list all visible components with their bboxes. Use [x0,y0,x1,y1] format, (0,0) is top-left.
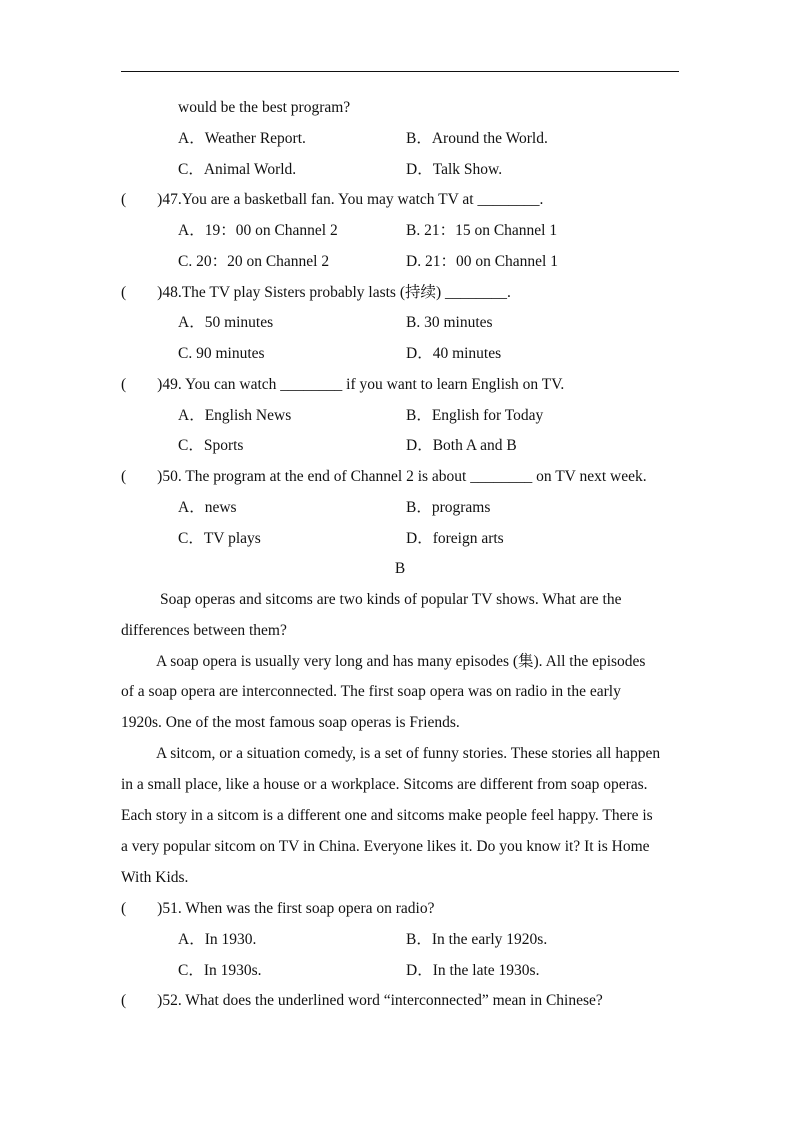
question-47-stem: ( )47.You are a basketball fan. You may watch TV at ________. [121,191,544,208]
question-52-stem: ( )52. What does the underlined word “interconnected” mean in Chinese? [121,992,603,1009]
option-47-b: B. 21：15 on Channel 1 [406,222,558,239]
option-50-b: B．programs [406,499,491,516]
option-48-d: D．40 minutes [406,345,502,362]
passage-p2-line2: of a soap opera are interconnected. The first soap opera was on radio in the early [121,683,621,700]
option-49-b: B．English for Today [406,407,544,424]
passage-p3-line3: Each story in a sitcom is a different one and sitcoms make people feel happy. There is [121,807,653,824]
passage-p1-line1: Soap operas and sitcoms are two kinds of popular TV shows. What are the [160,591,622,608]
passage-p3-line2: in a small place, like a house or a workplace. Sitcoms are different from soap operas. [121,776,648,793]
section-label: B [394,560,406,577]
option-50-c: C．TV plays [178,530,261,547]
question-48-stem: ( )48.The TV play Sisters probably lasts (持续) ________. [121,284,511,301]
passage-p2-line3: 1920s. One of the most famous soap operas is Friends. [121,714,460,731]
option-51-a: A．In 1930. [178,931,257,948]
option-50-a: A．news [178,499,237,516]
option-46-d: D．Talk Show. [406,161,503,178]
question-51-stem: ( )51. When was the first soap opera on radio? [121,900,435,917]
passage-p3-line1: A sitcom, or a situation comedy, is a set of funny stories. These stories all happen [156,745,661,762]
option-46-c: C．Animal World. [178,161,297,178]
passage-p1-line2: differences between them? [121,622,287,639]
option-49-a: A．English News [178,407,292,424]
option-47-d: D. 21：00 on Channel 1 [406,253,558,270]
question-50-stem: ( )50. The program at the end of Channel 2 is about ________ on TV next week. [121,468,647,485]
option-48-c: C. 90 minutes [178,345,265,362]
question-46-continuation: would be the best program? [178,99,351,116]
option-49-c: C．Sports [178,437,244,454]
passage-p3-line4: a very popular sitcom on TV in China. Everyone likes it. Do you know it? It is Home [121,838,650,855]
option-46-a: A．Weather Report. [178,130,306,147]
option-48-b: B. 30 minutes [406,314,493,331]
option-49-d: D．Both A and B [406,437,517,454]
option-51-b: B．In the early 1920s. [406,931,548,948]
option-48-a: A．50 minutes [178,314,274,331]
option-47-c: C. 20：20 on Channel 2 [178,253,330,270]
option-47-a: A．19：00 on Channel 2 [178,222,338,239]
header-rule [121,71,679,72]
passage-p2-line1: A soap opera is usually very long and has many episodes (集). All the episodes [156,653,646,670]
option-51-d: D．In the late 1930s. [406,962,540,979]
passage-p3-line5: With Kids. [121,869,189,886]
option-50-d: D．foreign arts [406,530,504,547]
question-49-stem: ( )49. You can watch ________ if you want to learn English on TV. [121,376,565,393]
option-46-b: B．Around the World. [406,130,548,147]
option-51-c: C．In 1930s. [178,962,262,979]
